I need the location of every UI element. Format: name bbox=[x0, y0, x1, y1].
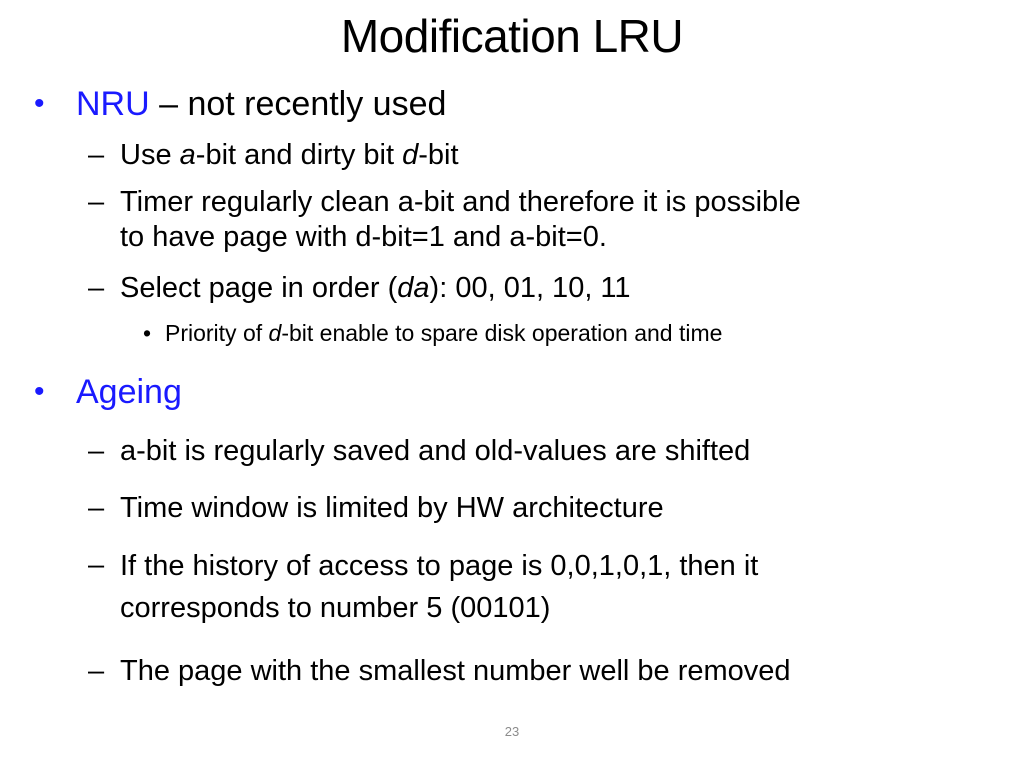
term-ageing: Ageing bbox=[76, 373, 182, 411]
bullet-dot: • bbox=[34, 87, 45, 120]
bullet-dot: • bbox=[143, 320, 152, 346]
line-1: Timer regularly clean a-bit and therefore it is possible bbox=[120, 186, 801, 218]
italic-d: d bbox=[268, 320, 282, 346]
term-nru: NRU bbox=[76, 85, 150, 123]
sub-bullet-text: a-bit is regularly saved and old-values are shifted bbox=[120, 435, 751, 467]
dash: – bbox=[88, 139, 105, 171]
sub-bullet-text bbox=[120, 138, 459, 173]
sub-bullet-text bbox=[120, 185, 801, 255]
dash: – bbox=[88, 492, 105, 524]
dash: – bbox=[88, 435, 105, 467]
sub-bullet-text: The page with the smallest number well be removed bbox=[120, 655, 791, 687]
sub-bullet-text: Time window is limited by HW architecture bbox=[120, 492, 664, 524]
text-part: ): 00, 01, 10, 11 bbox=[429, 272, 631, 304]
text-part: Priority of bbox=[165, 320, 269, 346]
sub-bullet-text bbox=[120, 271, 631, 306]
text-part: Use bbox=[120, 139, 180, 171]
dash: – bbox=[88, 272, 105, 304]
text-part: -bit bbox=[418, 139, 459, 171]
slide-title: Modification LRU bbox=[340, 10, 684, 62]
bullet-dot: • bbox=[34, 375, 45, 408]
dash: – bbox=[88, 186, 105, 218]
italic-a: a bbox=[179, 139, 196, 171]
sub-bullet-text bbox=[120, 548, 758, 632]
term-nru-desc: – not recently used bbox=[149, 85, 447, 123]
line-1: If the history of access to page is 0,0,1,0,1, then it bbox=[120, 550, 759, 582]
text-part: -bit enable to spare disk operation and time bbox=[281, 320, 723, 346]
bullet-text bbox=[76, 84, 446, 124]
slide-number: 23 bbox=[504, 724, 520, 739]
italic-d: d bbox=[402, 139, 419, 171]
dash: – bbox=[88, 549, 105, 581]
italic-da: da bbox=[397, 272, 430, 304]
text-part: -bit and dirty bit bbox=[195, 139, 403, 171]
sub-sub-bullet-text bbox=[165, 319, 722, 347]
line-2: to have page with d-bit=1 and a-bit=0. bbox=[120, 221, 607, 253]
dash: – bbox=[88, 655, 105, 687]
line-2: corresponds to number 5 (00101) bbox=[120, 592, 551, 624]
text-part: Select page in order ( bbox=[120, 272, 398, 304]
